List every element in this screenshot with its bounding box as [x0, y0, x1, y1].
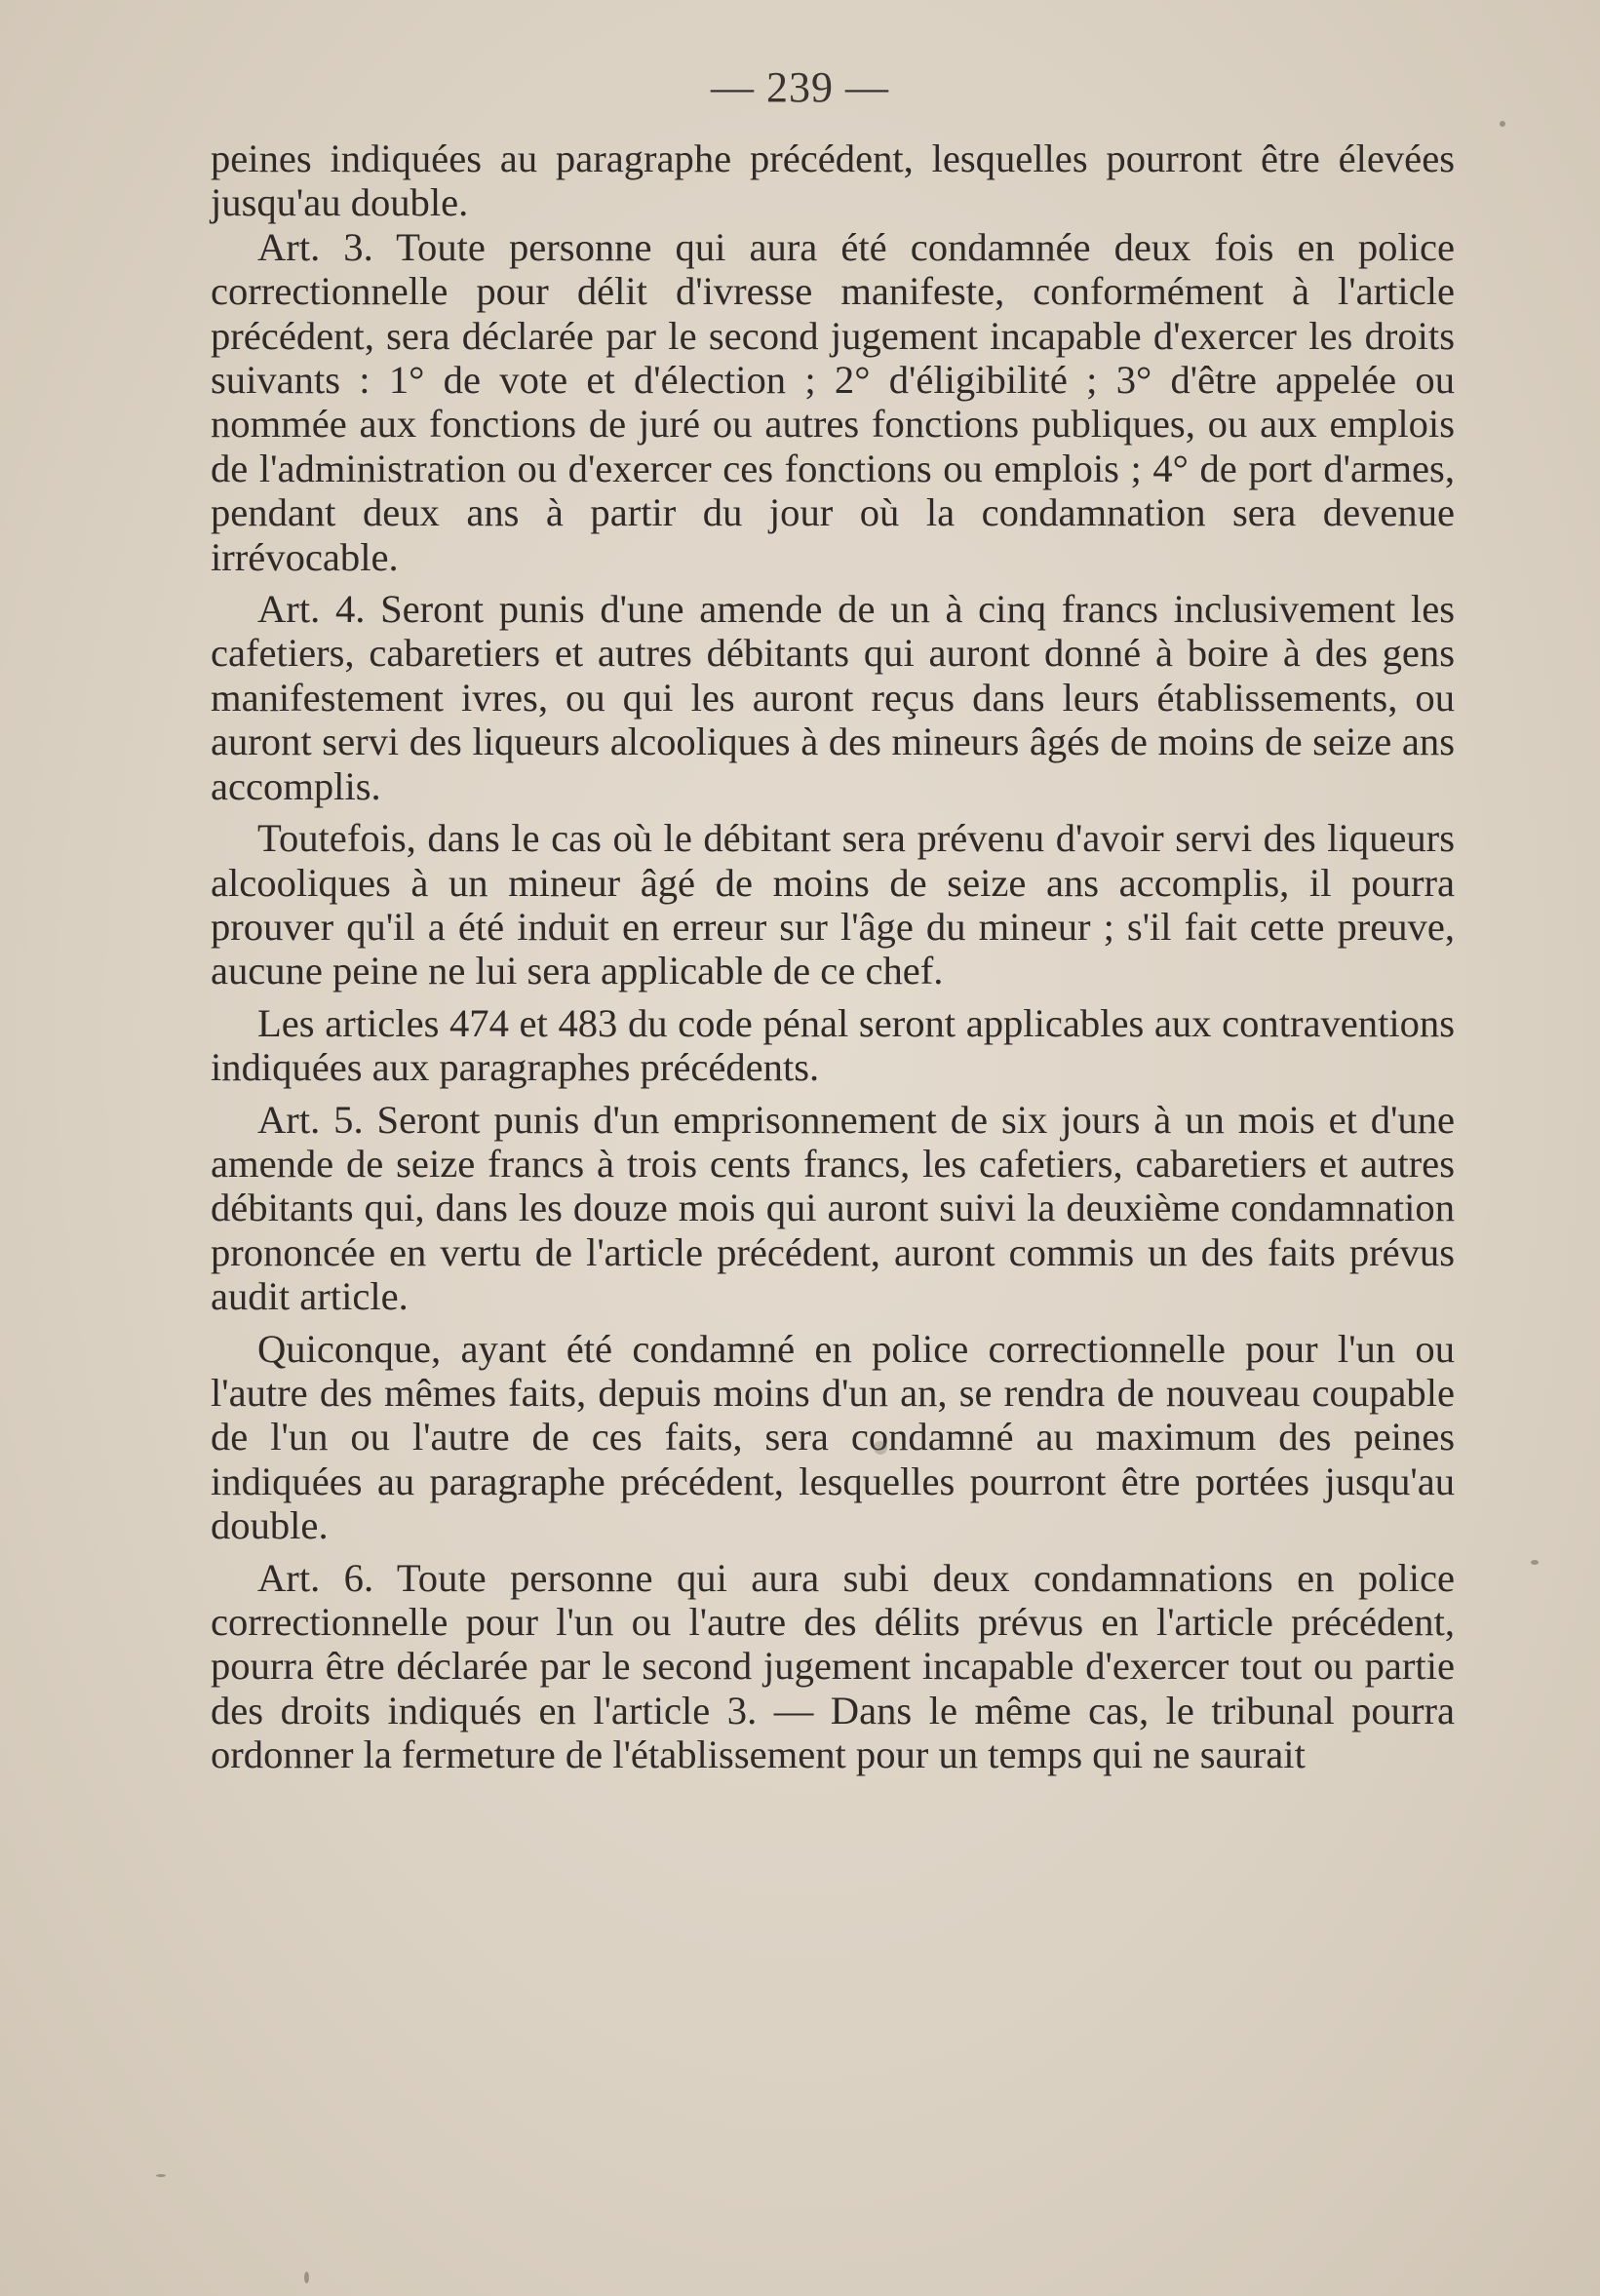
paragraph-article-5-recidive: Quiconque, ayant été condamné en police correctionnelle pour l'un ou l'autre des mêmes faits, depuis moins d'un an, se rendra de nouveau coupable de l'un ou l'autre de ces faits, sera condamné au maximum des peines indiquées au paragraphe précédent, lesquelles pourront être portées jusqu'au double.	[211, 1326, 1455, 1548]
paragraph-article-4: Art. 4. Seront punis d'une amende de un à cinq francs inclusivement les cafetiers, cabaretiers et autres débitants qui auront donné à boire à des gens manifestement ivres, ou qui les auront reçus dans leurs établissements, ou auront servi des liqueurs alcooliques à des mineurs âgés de moins de seize ans accomplis.	[211, 587, 1455, 808]
page-number: — 239 —	[711, 63, 889, 111]
paragraph-article-3: Art. 3. Toute personne qui aura été condamnée deux fois en police correctionnelle pour délit d'ivresse manifeste, conformément à l'article précédent, sera déclarée par le second jugement incapable d'exercer les droits suivants : 1° de vote et d'élection ; 2° d'éligibilité ; 3° d'être appelée ou nommée aux fonctions de juré ou autres fonctions publiques, ou aux emplois de l'administration ou d'exercer ces fonctions ou emplois ; 4° de port d'armes, pendant deux ans à partir du jour où la condamnation sera devenue irrévocable.	[211, 224, 1455, 579]
paper-speck	[1500, 121, 1505, 127]
document-body	[211, 136, 1455, 1777]
paragraph-article-4-exception: Toutefois, dans le cas où le débitant sera prévenu d'avoir servi des liqueurs alcooliques à un mineur âgé de moins de seize ans accomplis, il pourra prouver qu'il a été induit en erreur sur l'âge du mineur ; s'il fait cette preuve, aucune peine ne lui sera applicable de ce chef.	[211, 816, 1455, 993]
paragraph-article-4-penal-code: Les articles 474 et 483 du code pénal seront applicables aux contraventions indiquées aux paragraphes précédents.	[211, 1000, 1455, 1090]
paragraph-article-5: Art. 5. Seront punis d'un emprisonnement de six jours à un mois et d'une amende de seize francs à trois cents francs, les cafetiers, cabaretiers et autres débitants qui, dans les douze mois qui auront suivi la deuxième condamnation prononcée en vertu de l'article précédent, auront commis un des faits prévus audit article.	[211, 1097, 1455, 1319]
paper-speck	[156, 2174, 166, 2177]
paper-speck	[874, 1441, 887, 1455]
paragraph-article-6: Art. 6. Toute personne qui aura subi deux condamnations en police correctionnelle pour l'un ou l'autre des délits prévus en l'article précédent, pourra être déclarée par le second jugement incapable d'exercer tout ou partie des droits indiqués en l'article 3. — Dans le même cas, le tribunal pourra ordonner la fermeture de l'établissement pour un temps qui ne saurait	[211, 1555, 1455, 1777]
paragraph-continuation: peines indiquées au paragraphe précédent, lesquelles pourront être élevées jusqu'au double.	[211, 136, 1455, 225]
paper-speck	[1531, 1560, 1539, 1565]
paper-speck	[304, 2272, 309, 2283]
